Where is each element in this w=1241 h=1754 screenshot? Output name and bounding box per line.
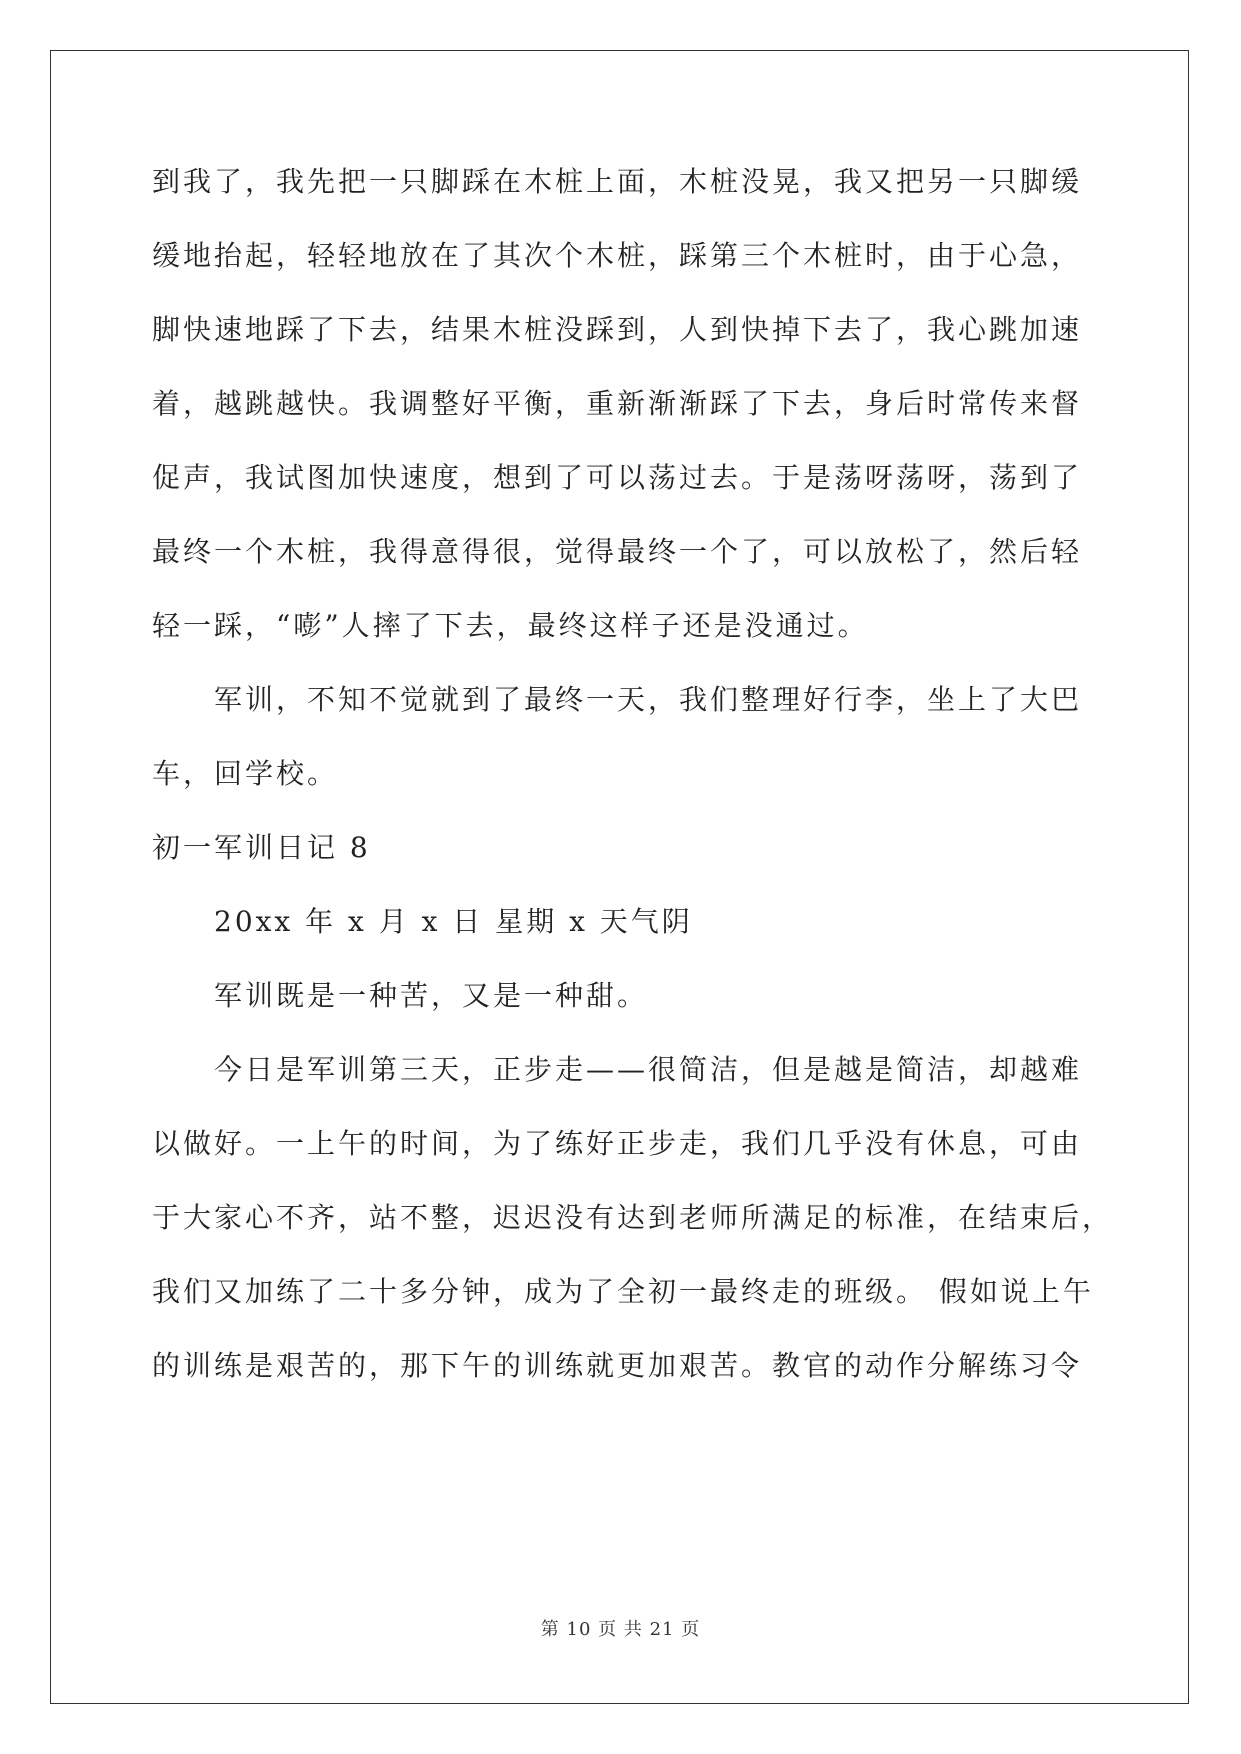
paragraph-line: 今日是军训第三天，正步走——很简洁，但是越是简洁，却越难 bbox=[214, 1053, 1083, 1086]
date-line: 20xx 年 x 月 x 日 星期 x 天气阴 bbox=[214, 905, 693, 938]
section-heading: 初一军训日记 8 bbox=[152, 831, 371, 864]
page-border bbox=[50, 50, 1189, 1704]
text-line: 促声，我试图加快速度，想到了可以荡过去。于是荡呀荡呀，荡到了 bbox=[152, 461, 1083, 494]
text-line: 脚快速地踩了下去，结果木桩没踩到，人到快掉下去了，我心跳加速 bbox=[152, 313, 1083, 346]
paragraph-line: 军训既是一种苦，又是一种甜。 bbox=[214, 979, 649, 1012]
page-number: 第 10 页 共 21 页 bbox=[540, 1619, 701, 1640]
text-line: 最终一个木桩，我得意得很，觉得最终一个了，可以放松了，然后轻 bbox=[152, 535, 1083, 568]
text-line: 以做好。一上午的时间，为了练好正步走，我们几乎没有休息，可由 bbox=[152, 1127, 1083, 1160]
text-line: 我们又加练了二十多分钟，成为了全初一最终走的班级。 假如说上午 bbox=[152, 1275, 1094, 1308]
text-line: 于大家心不齐，站不整，迟迟没有达到老师所满足的标准，在结束后， bbox=[152, 1201, 1114, 1234]
text-line: 车，回学校。 bbox=[152, 757, 339, 790]
paragraph-line: 军训，不知不觉就到了最终一天，我们整理好行李，坐上了大巴 bbox=[214, 683, 1083, 716]
text-line: 轻一踩，“嘭”人摔了下去，最终这样子还是没通过。 bbox=[152, 609, 869, 642]
text-line: 着，越跳越快。我调整好平衡，重新渐渐踩了下去，身后时常传来督 bbox=[152, 387, 1083, 420]
text-line: 缓地抬起，轻轻地放在了其次个木桩，踩第三个木桩时，由于心急， bbox=[152, 239, 1083, 272]
text-line: 到我了，我先把一只脚踩在木桩上面，木桩没晃，我又把另一只脚缓 bbox=[152, 165, 1083, 198]
text-line: 的训练是艰苦的，那下午的训练就更加艰苦。教官的动作分解练习令 bbox=[152, 1349, 1083, 1382]
